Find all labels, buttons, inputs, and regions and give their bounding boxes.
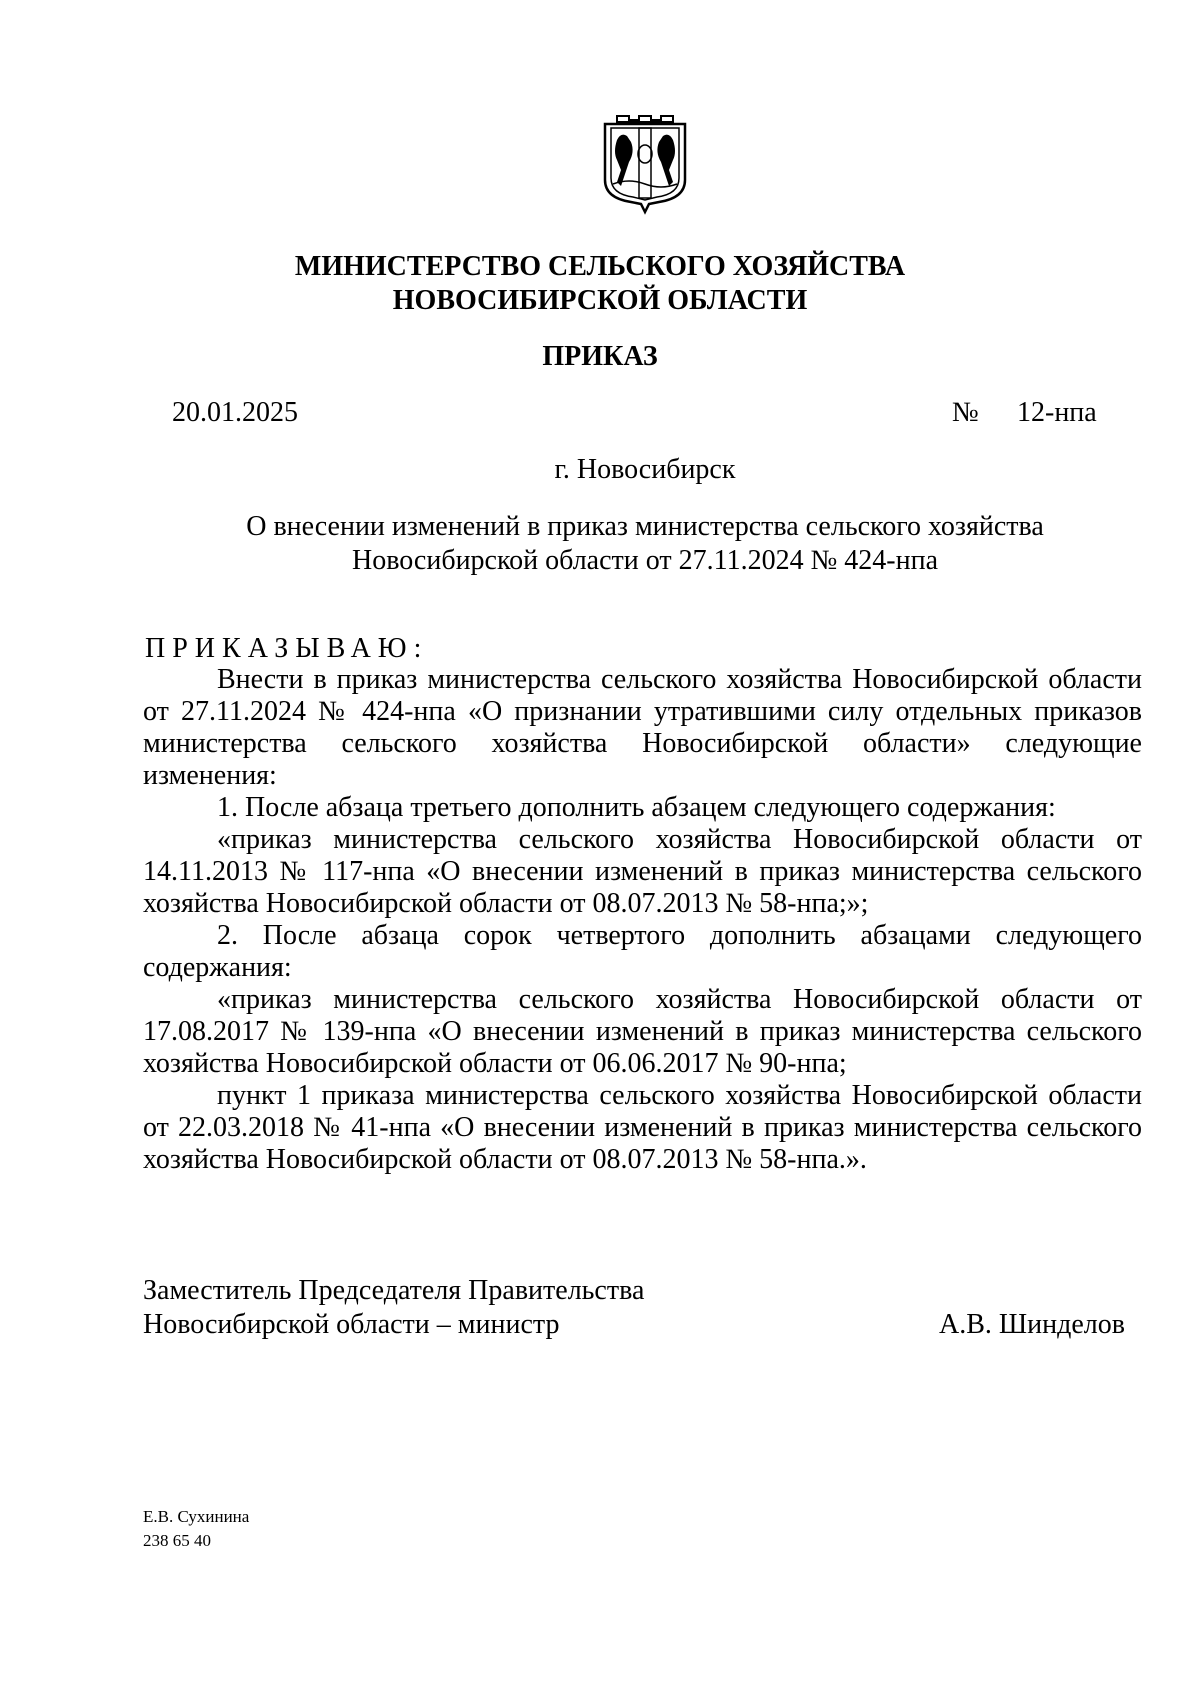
document-number: 12-нпа bbox=[1017, 397, 1097, 428]
executor-name: Е.В. Сухинина bbox=[143, 1507, 250, 1526]
coat-of-arms-icon bbox=[599, 112, 691, 218]
body-paragraph: 2. После абзаца сорок четвертого дополнить абзацами следующего содержания: bbox=[143, 920, 1142, 983]
document-type: ПРИКАЗ bbox=[542, 341, 658, 372]
executor-phone: 238 65 40 bbox=[143, 1531, 211, 1550]
signatory-title-line2: Новосибирской области – министр bbox=[143, 1309, 560, 1340]
signatory-title-line1: Заместитель Председателя Правительства bbox=[143, 1275, 645, 1306]
ministry-name-line1: МИНИСТЕРСТВО СЕЛЬСКОГО ХОЗЯЙСТВА bbox=[294, 251, 906, 282]
document-body bbox=[143, 664, 1142, 1176]
ministry-name-line2: НОВОСИБИРСКОЙ ОБЛАСТИ bbox=[392, 285, 808, 316]
body-paragraph: Внести в приказ министерства сельского хозяйства Новосибирской области от 27.11.2024 № 424-нпа «О признании утратившими силу отдельных приказов министерства сельского хозяйства Новосибирской области» следующие изменения: bbox=[143, 664, 1142, 791]
subject-line1: О внесении изменений в приказ министерства сельского хозяйства bbox=[246, 511, 1044, 542]
executor-info bbox=[143, 1505, 249, 1553]
subject-line2: Новосибирской области от 27.11.2024 № 424-нпа bbox=[351, 545, 939, 576]
ministry-name bbox=[0, 250, 1200, 318]
signatory-title bbox=[143, 1274, 644, 1342]
order-word: ПРИКАЗЫВАЮ: bbox=[145, 633, 429, 664]
signatory-name: А.В. Шинделов bbox=[939, 1309, 1125, 1340]
document-subject bbox=[0, 510, 1200, 578]
body-paragraph: 1. После абзаца третьего дополнить абзацем следующего содержания: bbox=[217, 792, 1056, 823]
number-sign: № bbox=[952, 397, 979, 428]
body-paragraph: пункт 1 приказа министерства сельского хозяйства Новосибирской области от 22.03.2018 № 41-нпа «О внесении изменений в приказ министерства сельского хозяйства Новосибирской области от 08.07.2013 № 58-нпа.». bbox=[143, 1080, 1142, 1175]
body-paragraph: «приказ министерства сельского хозяйства Новосибирской области от 17.08.2017 № 139-нпа «О внесении изменений в приказ министерства сельского хозяйства Новосибирской области от 06.06.2017 № 90-нпа; bbox=[143, 984, 1142, 1079]
city: г. Новосибирск bbox=[554, 454, 736, 485]
body-paragraph: «приказ министерства сельского хозяйства Новосибирской области от 14.11.2013 № 117-нпа «О внесении изменений в приказ министерства сельского хозяйства Новосибирской области от 08.07.2013 № 58-нпа;»; bbox=[143, 824, 1142, 919]
document-date: 20.01.2025 bbox=[172, 397, 298, 428]
